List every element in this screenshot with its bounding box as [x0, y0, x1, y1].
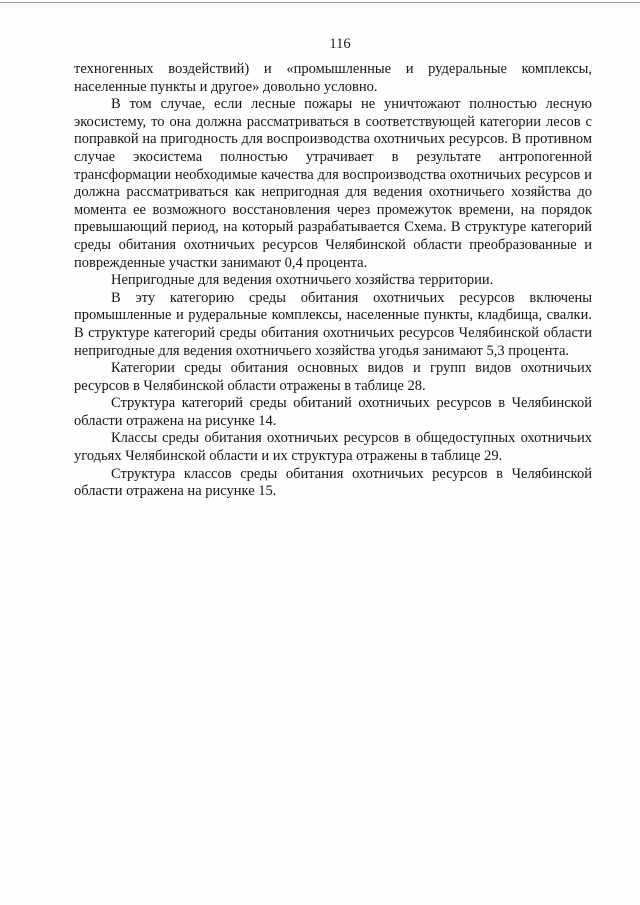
paragraph-figure-14-reference: Структура категорий среды обитаний охотничьих ресурсов в Челябинской области отражена на рисунке 14. [74, 395, 592, 429]
paragraph-continuation: техногенных воздействий) и «промышленные и рудеральные комплексы, населенные пункты и другое» довольно условно. [74, 61, 592, 95]
section-heading-unsuitable-territories: Непригодные для ведения охотничьего хозяйства территории. [111, 272, 494, 289]
paragraph-forest-fires: В том случае, если лесные пожары не уничтожают полностью лесную экосистему, то она должна рассматриваться в соответствующей категории лесов с поправкой на пригодность для воспроизводства охотничьих ресурсов. В противном случае экосистема полностью утрачивает в результате антропогенной трансформации необходимые качества для воспроизводства охотничьих ресурсов и должна рассматриваться как непригодная для ведения охотничьего хозяйства до момента ее возможного восстановления через промежуток времени, на порядок превышающий период, на который разрабатывается Схема. В структуре категорий среды обитания охотничьих ресурсов Челябинской области преобразованные и поврежденные участки занимают 0,4 процента. [74, 96, 592, 271]
page-number: 116 [329, 36, 351, 52]
paragraph-table-28-reference: Категории среды обитания основных видов и групп видов охотничьих ресурсов в Челябинской области отражены в таблице 28. [74, 360, 592, 394]
body-text [74, 61, 592, 501]
paragraph-figure-15-reference: Структура классов среды обитания охотничьих ресурсов в Челябинской области отражена на рисунке 15. [74, 465, 592, 500]
paragraph-table-29-reference: Классы среды обитания охотничьих ресурсов в общедоступных охотничьих угодьях Челябинской области и их структура отражены в таблице 29. [74, 430, 592, 465]
scan-top-edge [0, 2, 640, 3]
paragraph-unsuitable-category: В эту категорию среды обитания охотничьих ресурсов включены промышленные и рудеральные комплексы, населенные пункты, кладбища, свалки. В структуре категорий среды обитания охотничьих ресурсов Челябинской области непригодные для ведения охотничьего хозяйства угодья занимают 5,3 процента. [74, 289, 592, 359]
